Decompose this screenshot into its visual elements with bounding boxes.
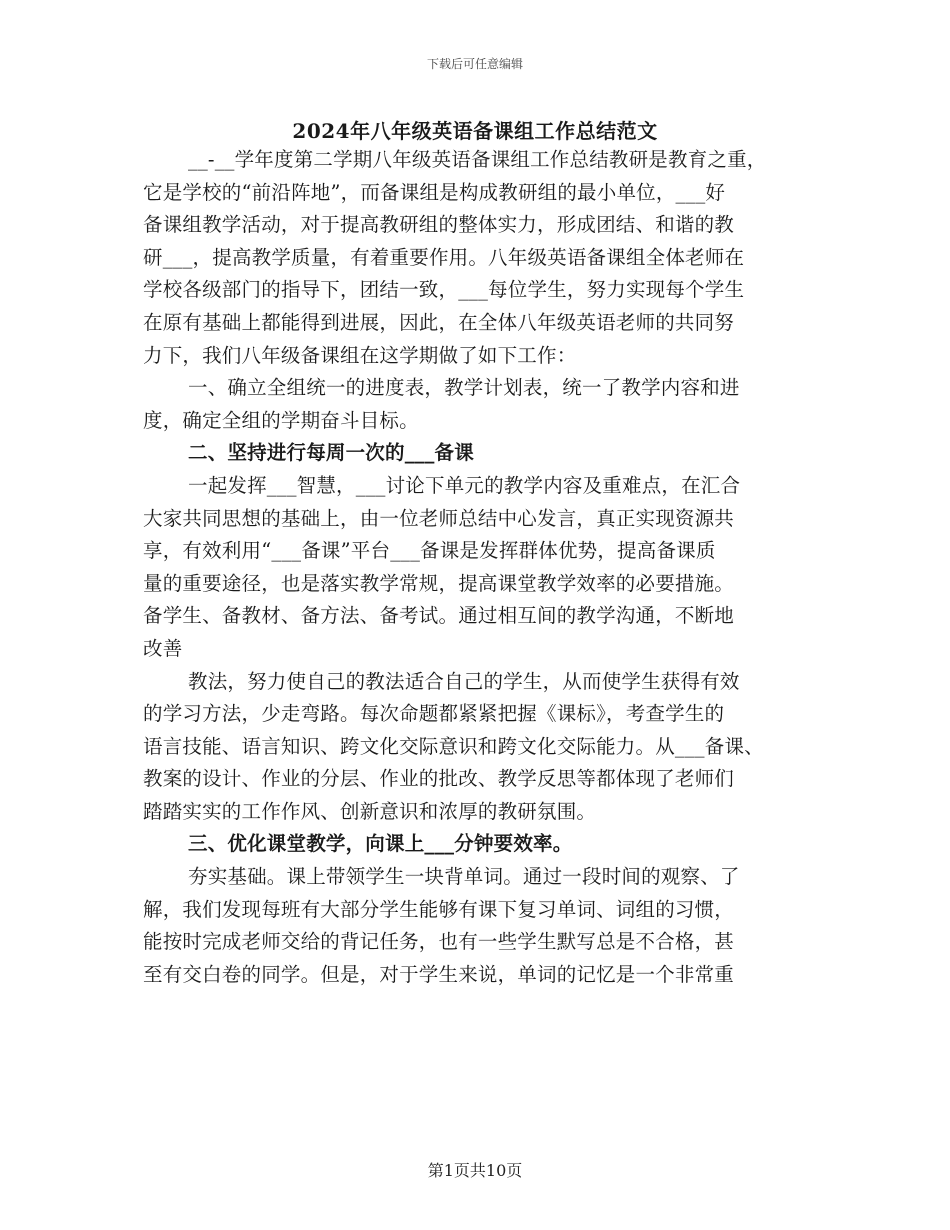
body-text-line: 在原有基础上都能得到进展，因此，在全体八年级英语老师的共同努 — [143, 310, 735, 334]
document-title: 2024年八年级英语备课组工作总结范文 — [292, 119, 658, 143]
body-text-line: 学校各级部门的指导下，团结一致，___每位学生，努力实现每个学生 — [143, 278, 745, 302]
page-footer: 第1页共10页 — [427, 1161, 523, 1180]
body-text-line: __-__学年度第二学期八年级英语备课组工作总结教研是教育之重， — [188, 148, 767, 171]
body-text-line: 解，我们发现每班有大部分学生能够有课下复习单词、词组的习惯， — [143, 897, 735, 921]
body-text-line: 大家共同思想的基础上，由一位老师总结中心发言，真正实现资源共 — [143, 506, 735, 530]
body-text-line: 教案的设计、作业的分层、作业的批改、教学反思等都体现了老师们 — [143, 767, 735, 791]
body-text-line: 备学生、备教材、备方法、备考试。通过相互间的教学沟通，不断地 — [143, 604, 735, 628]
body-text-line: 语言技能、语言知识、跨文化交际意识和跨文化交际能力。从___备课、 — [143, 734, 764, 758]
body-text-line: 备课组教学活动，对于提高教研组的整体实力，形成团结、和谐的教 — [143, 213, 735, 237]
body-text-line: 踏踏实实的工作作风、创新意识和浓厚的教研氛围。 — [143, 799, 597, 823]
section-heading: 二、坚持进行每周一次的___备课 — [188, 441, 474, 465]
body-text-line: 度，确定全组的学期奋斗目标。 — [143, 408, 419, 432]
body-text-line: 至有交白卷的同学。但是，对于学生来说，单词的记忆是一个非常重 — [143, 962, 735, 986]
body-text-line: 它是学校的“前沿阵地”，而备课组是构成教研组的最小单位，___好 — [143, 180, 726, 204]
body-text-line: 量的重要途径，也是落实教学常规，提高课堂教学效率的必要措施。 — [143, 571, 735, 595]
document-body — [143, 144, 823, 991]
body-text-line: 享，有效利用“___备课”平台___备课是发挥群体优势，提高备课质 — [143, 539, 716, 563]
body-text-line: 研___，提高教学质量，有着重要作用。八年级英语备课组全体老师在 — [143, 245, 745, 269]
body-text-line: 教法，努力使自己的教法适合自己的学生，从而使学生获得有效 — [188, 669, 740, 693]
body-text-line: 一起发挥___智慧，___讨论下单元的教学内容及重难点，在汇合 — [188, 473, 741, 497]
body-text-line: 能按时完成老师交给的背记任务，也有一些学生默写总是不合格，甚 — [143, 930, 735, 954]
body-text-line: 力下，我们八年级备课组在这学期做了如下工作： — [143, 343, 577, 367]
section-heading: 三、优化课堂教学，向课上___分钟要效率。 — [188, 832, 573, 856]
body-text-line: 夯实基础。课上带领学生一块背单词。通过一段时间的观察、了 — [188, 865, 740, 889]
page-header-note: 下载后可任意编辑 — [426, 57, 523, 71]
body-text-line: 改善 — [143, 636, 183, 660]
body-text-line: 的学习方法，少走弯路。每次命题都紧紧把握《课标》，考查学生的 — [143, 702, 725, 726]
body-text-line: 一、确立全组统一的进度表，教学计划表，统一了教学内容和进 — [188, 376, 740, 400]
